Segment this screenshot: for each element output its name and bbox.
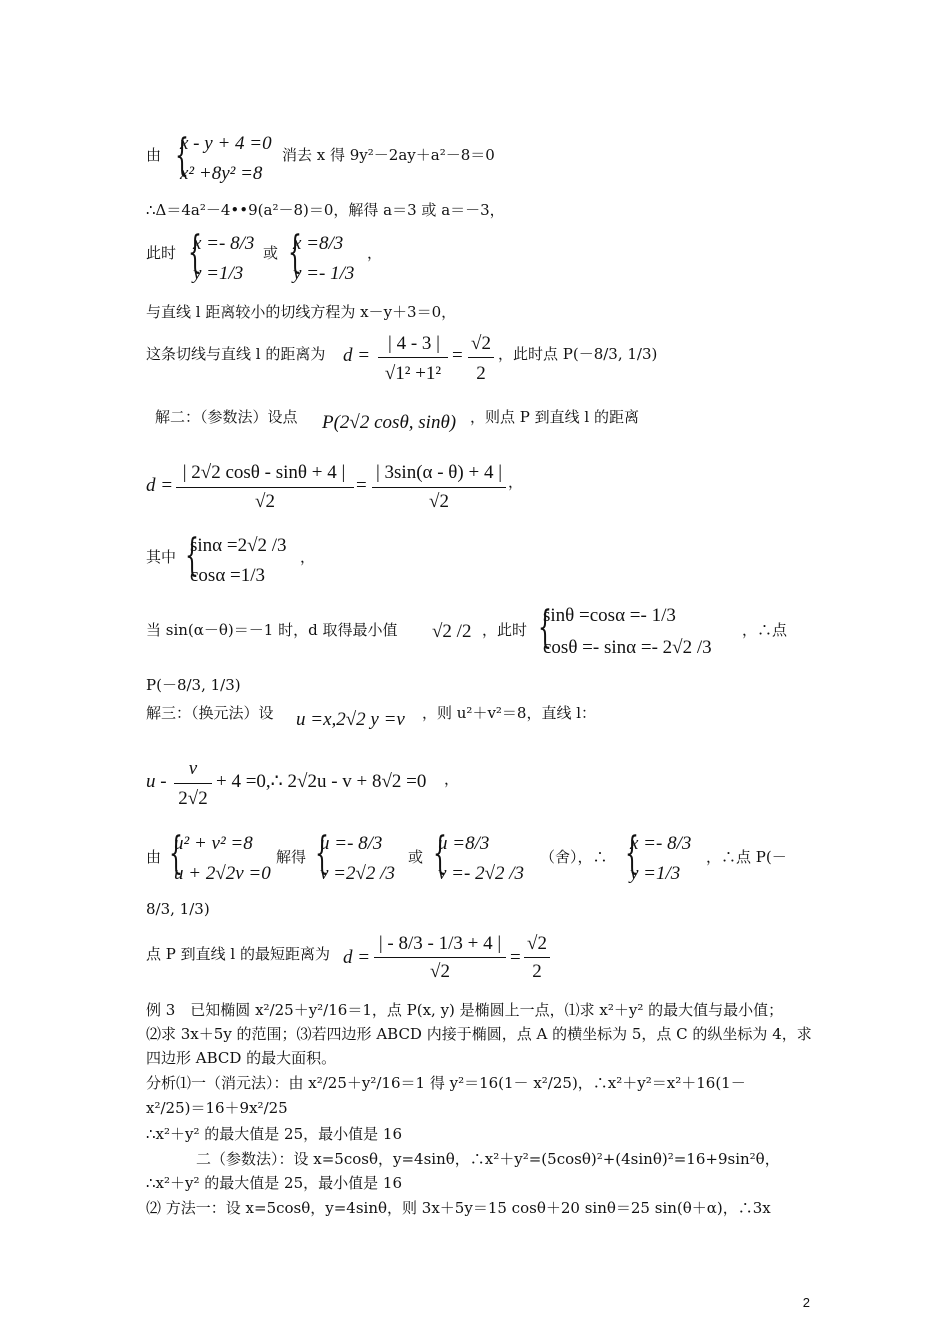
text: 与直线 l 距离较小的切线方程为 x－y＋3＝0， — [146, 303, 457, 321]
text: 四边形 ABCD 的最大面积。 — [146, 1049, 337, 1067]
brace: { — [175, 130, 189, 181]
text: 当 sin(α－θ)＝－1 时，d 取得最小值 — [146, 621, 398, 639]
text: x²/25)＝16＋9x²/25 — [146, 1099, 288, 1117]
text: 8/3, 1/3) — [146, 900, 210, 918]
equation: cosθ =- sinα =- 2√2 /3 — [543, 637, 712, 658]
text: ，此时 — [482, 621, 528, 639]
text: 其中 — [146, 548, 177, 566]
frac-den: √2 — [255, 491, 275, 512]
text: ，∴点 — [742, 621, 788, 639]
equation: d = — [343, 947, 371, 968]
text: 点 P 到直线 l 的最短距离为 — [146, 945, 330, 963]
frac-den: 2 — [532, 961, 542, 982]
text: 这条切线与直线 l 的距离为 — [146, 345, 326, 363]
text: 或 — [408, 848, 424, 866]
equation: u =- 8/3 — [320, 833, 383, 854]
frac-num: | 3sin(α - θ) + 4 | — [375, 462, 503, 483]
equation: y =1/3 — [193, 263, 244, 284]
equation: v =2√2 /3 — [320, 863, 395, 884]
text: （舍），∴ — [540, 848, 608, 866]
brace: { — [433, 828, 447, 879]
equation: x =- 8/3 — [630, 833, 692, 854]
text: 二（参数法）：设 x=5cosθ，y=4sinθ，∴x²＋y²=(5cosθ)²+(4sinθ)²=16+9sin²θ， — [196, 1150, 780, 1168]
equation: u² + v² =8 — [174, 833, 253, 854]
equation: sinα =2√2 /3 — [190, 535, 287, 556]
text: 由 — [146, 848, 162, 866]
fraction-bar — [468, 357, 494, 358]
frac-den: √2 — [429, 491, 449, 512]
equation: u - — [146, 771, 167, 792]
text: 消去 x 得 9y²－2ay＋a²－8＝0 — [282, 146, 495, 164]
fraction-bar — [174, 783, 212, 784]
text: ∴x²＋y² 的最大值是 25，最小值是 16 — [146, 1174, 402, 1192]
fraction-bar — [176, 487, 354, 488]
frac-den: 2√2 — [178, 788, 208, 809]
equation: = — [356, 475, 367, 496]
equation: cosα =1/3 — [190, 565, 266, 586]
text-you: 由 — [146, 146, 162, 164]
equation: = — [510, 947, 521, 968]
text: 解得 — [276, 848, 307, 866]
fraction-bar — [372, 487, 506, 488]
frac-num: √2 — [527, 933, 547, 954]
text: ， — [300, 548, 316, 566]
equation: y =1/3 — [630, 863, 681, 884]
equation: u =x,2√2 y =v — [296, 709, 405, 730]
equation: P(2√2 cosθ, sinθ) — [322, 412, 457, 433]
frac-den: 2 — [476, 363, 486, 384]
text: 此时 — [146, 244, 177, 262]
equation: x - y + 4 =0 — [180, 133, 272, 154]
equation: x =- 8/3 — [193, 233, 255, 254]
text: ，∴点 P(－ — [706, 848, 787, 866]
brace: { — [169, 828, 183, 879]
fraction-bar — [374, 957, 506, 958]
text: 例 3 已知椭圆 x²/25＋y²/16＝1，点 P(x, y) 是椭圆上一点，⑴求 x²＋y² 的最大值与最小值； — [146, 1001, 784, 1019]
text: 解二：（参数法）设点 — [155, 408, 298, 426]
text: 或 — [263, 244, 279, 262]
brace: { — [315, 828, 329, 879]
fraction-bar — [378, 357, 448, 358]
frac-num: | - 8/3 - 1/3 + 4 | — [378, 933, 502, 954]
equation: √2 /2 — [432, 621, 472, 642]
equation: sinθ =cosα =- 1/3 — [543, 605, 676, 626]
equation: u + 2√2v =0 — [174, 863, 271, 884]
fraction-bar — [524, 957, 550, 958]
text: ， — [444, 770, 460, 788]
text: P(－8/3, 1/3) — [146, 676, 241, 694]
equation: d = — [146, 475, 174, 496]
text: ， — [367, 244, 383, 262]
frac-num: | 4 - 3 | — [388, 333, 440, 354]
text: ，则点 P 到直线 l 的距离 — [470, 408, 639, 426]
brace: { — [185, 530, 199, 581]
frac-den: √2 — [430, 961, 450, 982]
equation: u =8/3 — [438, 833, 490, 854]
equation: = — [452, 345, 463, 366]
frac-den: √1² +1² — [384, 363, 442, 384]
brace: { — [188, 227, 202, 278]
text: ⑵求 3x＋5y 的范围；⑶若四边形 ABCD 内接于椭圆，点 A 的横坐标为 5，点 C 的纵坐标为 4，求 — [146, 1025, 812, 1043]
page-number: 2 — [802, 1295, 810, 1310]
text: 分析⑴一（消元法）：由 x²/25＋y²/16＝1 得 y²＝16(1－ x²/25)，∴x²＋y²＝x²＋16(1－ — [146, 1074, 746, 1092]
frac-num: √2 — [471, 333, 491, 354]
text: ，则 u²＋v²＝8，直线 l： — [422, 704, 597, 722]
equation: y =- 1/3 — [293, 263, 355, 284]
brace: { — [625, 828, 639, 879]
equation: + 4 =0,∴ 2√2u - v + 8√2 =0 — [216, 771, 427, 792]
brace: { — [538, 602, 552, 653]
text: ， — [508, 473, 524, 491]
frac-num: | 2√2 cosθ - sinθ + 4 | — [182, 462, 346, 483]
equation: x² +8y² =8 — [180, 163, 263, 184]
frac-num: v — [188, 758, 198, 779]
text: ⑵ 方法一：设 x=5cosθ，y=4sinθ，则 3x＋5y＝15 cosθ＋20 sinθ＝25 sin(θ＋α)，∴3x — [146, 1199, 771, 1217]
equation: d = — [343, 345, 371, 366]
brace: { — [288, 227, 302, 278]
equation: v =- 2√2 /3 — [438, 863, 525, 884]
text: ∴x²＋y² 的最大值是 25，最小值是 16 — [146, 1125, 402, 1143]
text: 解三：（换元法）设 — [146, 704, 274, 722]
equation: x =8/3 — [293, 233, 344, 254]
text: ，此时点 P(－8/3, 1/3) — [498, 345, 658, 363]
text: ∴Δ＝4a²－4••9(a²－8)＝0，解得 a＝3 或 a＝－3， — [146, 201, 505, 219]
